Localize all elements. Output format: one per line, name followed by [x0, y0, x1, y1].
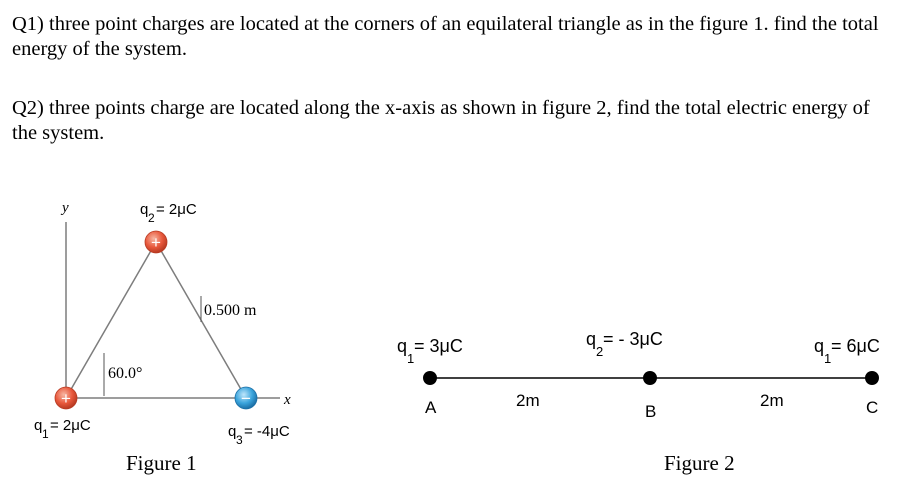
q1-value: = 2μC [50, 417, 91, 434]
point-c [814, 336, 880, 417]
point-c-symbol: q [814, 336, 825, 356]
point-b [586, 329, 663, 421]
y-axis-label: y [62, 200, 69, 216]
q3-subscript: 3 [236, 433, 243, 447]
q3-value: = -4μC [244, 423, 290, 440]
point-c-subscript: 1 [824, 351, 832, 366]
point-b-letter: B [645, 402, 657, 421]
charge-q3-label [228, 423, 290, 447]
question-2-text: Q2) three points charge are located along the x-axis as shown in figure 2, find the total electric energy of the system. [12, 97, 870, 144]
charge-q2-positive [145, 231, 167, 253]
point-a-value: = 3μC [414, 336, 463, 356]
point-c-value: = 6μC [831, 336, 880, 356]
charge-q2-label [140, 201, 197, 225]
figure-2 [397, 329, 880, 475]
q2-subscript: 2 [148, 211, 155, 225]
distance-b-c: 2m [760, 391, 784, 410]
point-b-symbol: q [586, 329, 597, 349]
point-a-letter: A [425, 398, 437, 417]
point-c-letter: C [866, 398, 879, 417]
charge-q1-label [34, 417, 91, 441]
q3-symbol: q [228, 423, 237, 440]
q2-value: = 2μC [156, 201, 197, 218]
x-axis-label: x [284, 392, 291, 408]
charge-q3-negative [235, 387, 257, 409]
plus-sign-icon: + [61, 389, 71, 408]
q2-symbol: q [140, 201, 149, 218]
figure-2-caption: Figure 2 [664, 451, 735, 475]
side-length-label: 0.500 m [204, 302, 257, 319]
point-a-symbol: q [397, 336, 408, 356]
distance-a-b: 2m [516, 391, 540, 410]
minus-sign-icon: − [241, 389, 251, 408]
plus-sign-icon: + [151, 233, 161, 252]
q1-subscript: 1 [42, 427, 49, 441]
point-a [397, 336, 463, 417]
point-b-value: = - 3μC [603, 329, 663, 349]
charge-dot [643, 371, 657, 385]
charge-dot [865, 371, 879, 385]
question-1-text: Q1) three point charges are located at the corners of an equilateral triangle as in the figure 1. find the total energy of the system. [12, 13, 879, 60]
angle-label: 60.0° [108, 365, 143, 382]
figure-1-caption: Figure 1 [126, 451, 197, 475]
charge-q1-positive [55, 387, 77, 409]
charge-dot [423, 371, 437, 385]
point-b-subscript: 2 [596, 344, 604, 359]
point-a-subscript: 1 [407, 351, 415, 366]
figure-1 [34, 200, 291, 475]
q1-symbol: q [34, 417, 43, 434]
